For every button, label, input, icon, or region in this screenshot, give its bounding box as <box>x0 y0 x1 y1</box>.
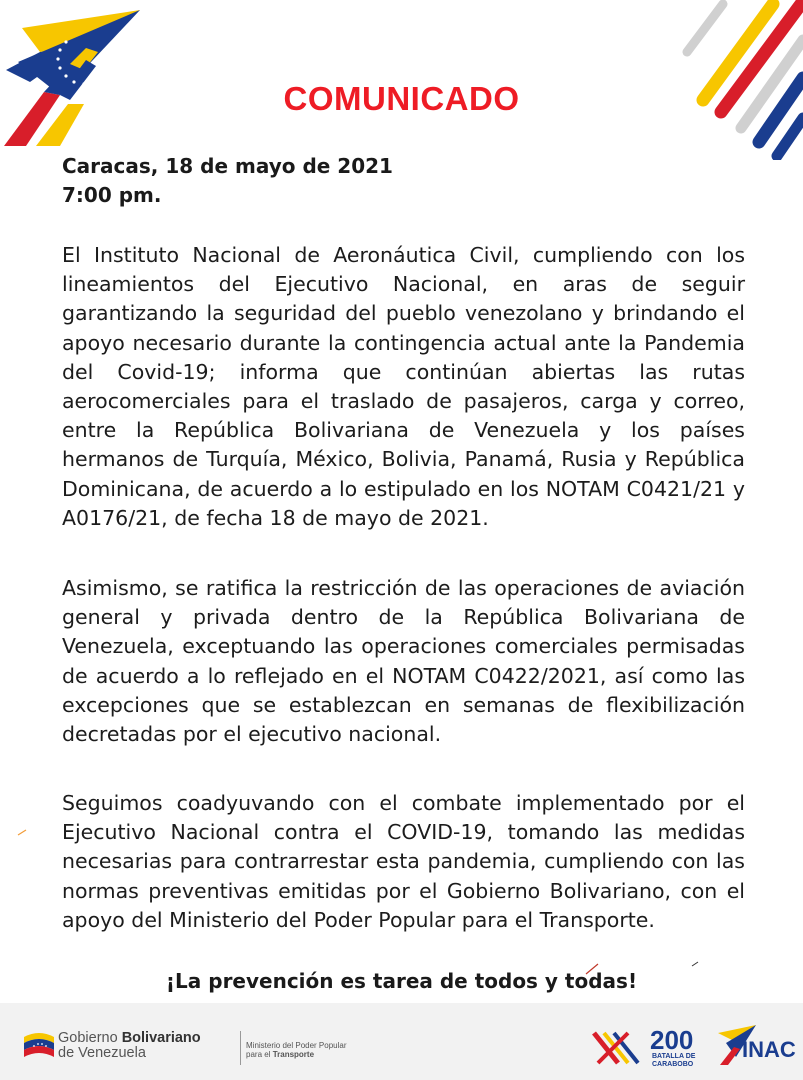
bicentennial-line1: BATALLA DE <box>652 1053 696 1060</box>
time-text: 7:00 pm. <box>62 183 162 207</box>
bicentennial-number: 200 <box>650 1025 694 1055</box>
government-name <box>58 1031 233 1061</box>
body-paragraph-1: El Instituto Nacional de Aeronáutica Civil, cumpliendo con los lineamientos del Ejecutivo Nacional, en aras de seguir garantizando la seguridad del pueblo venezolano y brindando el apoyo necesario durante la contingencia actual ante la Pandemia del Covid-19; informa que continúan abiertas las rutas aerocomerciales para el traslado de pasajeros, carga y correo, entre la República Bolivariana de Venezuela y los países hermanos de Turquía, México, Bolivia, Panamá, Rusia y República Dominicana, de acuerdo a lo estipulado en los NOTAM C0421/21 y A0176/21, de fecha 18 de mayo de 2021. <box>62 243 745 530</box>
inac-text: INAC <box>742 1037 796 1062</box>
gov-line2: de Venezuela <box>58 1045 146 1061</box>
dateline <box>62 152 393 210</box>
venezuela-flag-icon <box>22 1027 56 1061</box>
ministry-name <box>246 1041 381 1059</box>
date-text: Caracas, 18 de mayo de 2021 <box>62 154 393 178</box>
body-paragraph-3: Seguimos coadyuvando con el combate implementado por el Ejecutivo Nacional contra el COVID-19, tomando las medidas necesarias para contrarrestar esta pandemia, cumpliendo con las normas preventivas emitidas por el Gobierno Bolivariano, con el apoyo del Ministerio del Poder Popular para el Transporte. <box>62 791 745 932</box>
stray-mark-icon <box>16 828 28 836</box>
ministry-line2-bold: Transporte <box>272 1050 315 1059</box>
gov-line1-light: Gobierno <box>58 1030 122 1046</box>
ministry-line1: Ministerio del Poder Popular <box>246 1041 347 1050</box>
gov-line1-bold: Bolivariano <box>121 1030 201 1046</box>
inac-arrow-logo-icon <box>0 0 150 150</box>
ministry-line2-light: para el <box>246 1050 273 1059</box>
footer-bar <box>0 1003 803 1080</box>
slogan-text: ¡La prevención es tarea de todos y todas! <box>165 969 638 993</box>
bicentennial-logo-icon <box>592 1019 722 1069</box>
bicentennial-line2: CARABOBO <box>652 1061 694 1068</box>
footer-divider <box>240 1031 241 1065</box>
body-paragraph-2: Asimismo, se ratifica la restricción de las operaciones de aviación general y privada dentro de la República Bolivariana de Venezuela, exceptuando las operaciones comerciales permisadas de acuerdo a lo reflejado en el NOTAM C0422/2021, así como las excepciones que se establezcan en semanas de flexibilización decretadas por el ejecutivo nacional. <box>62 576 745 747</box>
stray-mark-icon <box>584 962 600 976</box>
stray-mark-icon <box>690 960 700 968</box>
page-title: COMUNICADO <box>283 80 520 117</box>
inac-logo-icon <box>716 1021 800 1067</box>
